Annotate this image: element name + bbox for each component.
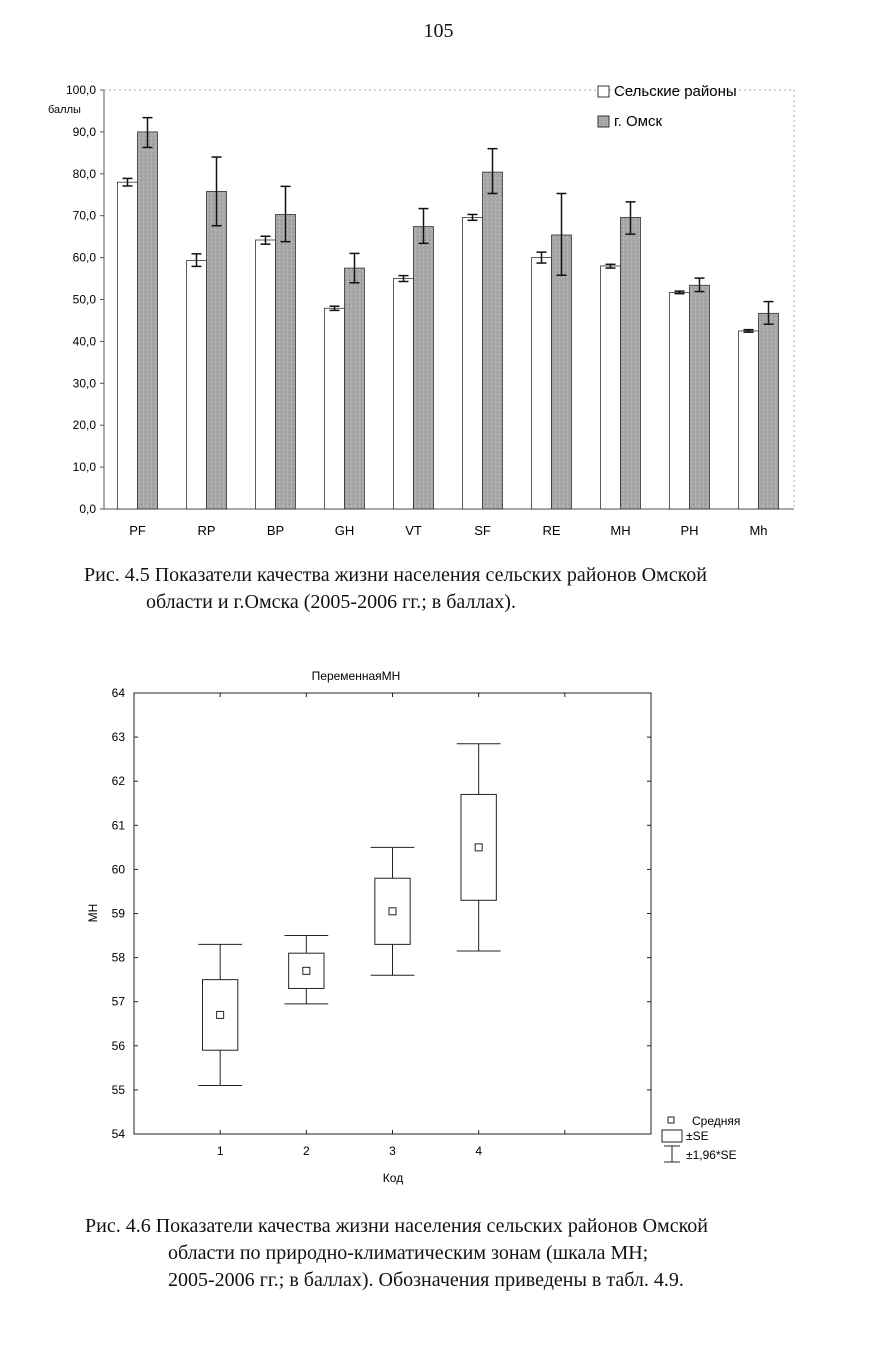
chart2-y-tick-label: 55 (111, 1082, 125, 1097)
figure-4-5-caption-line-1: Рис. 4.5 Показатели качества жизни населения сельских районов Омской (84, 564, 707, 586)
chart2-x-axis-label: Код (382, 1171, 404, 1185)
chart1-x-tick-label: MH (610, 523, 631, 538)
chart1-bar-GH-series1 (325, 308, 345, 509)
chart1-y-tick-label: 40,0 (72, 334, 96, 349)
chart2-x-tick-label: 1 (216, 1144, 224, 1158)
chart1-y-tick-label: 30,0 (72, 376, 96, 391)
chart1-y-tick-label: 60,0 (72, 250, 96, 265)
chart1-y-tick-label: 20,0 (72, 418, 96, 433)
chart1-bar-RP-series2 (207, 191, 227, 509)
figure-4-5-caption (84, 562, 844, 616)
figure-4-6-caption-line-3: 2005-2006 гг.; в баллах). Обозначения приведены в табл. 4.9. (168, 1269, 684, 1291)
chart2-mean-marker-3 (389, 908, 396, 915)
chart1-bar-PF-series1 (118, 182, 138, 509)
chart1-y-tick-label: 70,0 (72, 208, 96, 223)
chart1-bar-SF-series1 (463, 217, 483, 509)
chart2-y-tick-label: 54 (111, 1127, 125, 1141)
chart1-bar-VT-series1 (394, 279, 414, 509)
chart1-x-ticks (129, 523, 767, 538)
chart2-legend-se-label: ±SE (686, 1129, 709, 1143)
chart2-legend-se-symbol (662, 1130, 682, 1142)
chart2-y-tick-label: 61 (111, 818, 125, 833)
chart2-y-tick-label: 56 (111, 1038, 125, 1053)
chart1-bar-BP-series1 (256, 240, 276, 509)
chart2-mean-marker-4 (475, 844, 482, 851)
chart1-bar-Mh-series1 (739, 331, 759, 509)
chart1-x-tick-label: GH (334, 523, 355, 538)
chart2-mean-marker-1 (217, 1011, 224, 1018)
chart2-y-axis-label: МН (86, 903, 100, 923)
chart1-bar-RE-series1 (532, 258, 552, 509)
chart2-y-tick-label: 60 (111, 862, 125, 877)
chart2-y-tick-label: 64 (111, 686, 125, 700)
chart1-x-tick-label: PF (129, 523, 146, 538)
chart1-legend-label: г. Омск (614, 113, 663, 130)
chart1-legend-swatch (598, 116, 609, 127)
chart1-bar-PH-series2 (690, 285, 710, 509)
chart1-legend-label: Сельские районы (614, 83, 737, 100)
chart2-y-tick-label: 62 (111, 774, 125, 789)
figure-4-6-caption (85, 1213, 845, 1294)
chart2-mean-marker-2 (303, 967, 310, 974)
chart1-bar-RP-series1 (187, 261, 207, 509)
chart1-y-ticks (66, 83, 104, 516)
chart1-bar-PF-series2 (138, 132, 158, 509)
chart1-y-tick-label: 100,0 (65, 83, 96, 97)
chart1-x-tick-label: SF (474, 523, 491, 538)
chart1-y-tick-label: 10,0 (72, 460, 96, 475)
chart2-boxes (198, 744, 500, 1086)
chart1-x-tick-label: VT (405, 523, 422, 538)
chart1-y-tick-label: 50,0 (72, 292, 96, 307)
figure-4-6-caption-line-1: Рис. 4.6 Показатели качества жизни населения сельских районов Омской (85, 1215, 708, 1237)
chart2-legend-mean-label: Средняя (692, 1114, 741, 1128)
chart1-x-tick-label: Mh (749, 523, 768, 538)
chart1-bar-RE-series2 (552, 235, 572, 509)
figure-4-5-caption-line-2: области и г.Омска (2005-2006 гг.; в баллах). (146, 591, 516, 613)
chart2-title: ПеременнаяМН (311, 669, 401, 683)
chart1-bar-GH-series2 (345, 268, 365, 509)
chart1-legend (598, 83, 737, 130)
chart1-bars (118, 118, 779, 509)
chart1-bar-PH-series1 (670, 292, 690, 509)
chart2-legend-ci-label: ±1,96*SE (686, 1148, 737, 1162)
chart1-y-axis-label: баллы (48, 104, 81, 116)
chart2-x-tick-label: 2 (302, 1144, 310, 1158)
chart1-bar-SF-series2 (483, 172, 503, 509)
chart1-bar-VT-series2 (414, 227, 434, 509)
chart2-y-tick-label: 58 (111, 950, 125, 965)
chart2-y-tick-label: 57 (111, 994, 125, 1009)
chart1-y-tick-label: 0,0 (79, 502, 96, 516)
chart1-y-tick-label: 80,0 (72, 166, 96, 181)
chart2-legend (662, 1114, 740, 1162)
chart2-legend-mean-symbol (668, 1117, 674, 1123)
chart1-bar-MH-series1 (601, 266, 621, 509)
chart1-bar-Mh-series2 (759, 313, 779, 509)
chart2-y-tick-label: 63 (111, 730, 125, 745)
bar-chart-quality-of-life (0, 75, 877, 555)
chart2-x-tick-label: 3 (389, 1144, 396, 1158)
chart2-y-tick-label: 59 (111, 906, 125, 921)
chart1-legend-swatch (598, 86, 609, 97)
box-chart-mh-by-zone (0, 660, 877, 1195)
chart1-x-tick-label: RP (197, 523, 216, 538)
chart1-bar-MH-series2 (621, 217, 641, 509)
chart1-x-tick-label: PH (680, 523, 699, 538)
figure-4-6-caption-line-2: области по природно-климатическим зонам (шкала МН; (168, 1242, 649, 1264)
chart1-x-tick-label: RE (542, 523, 561, 538)
chart1-x-tick-label: BP (266, 523, 285, 538)
page-number: 105 (423, 20, 454, 42)
chart2-x-tick-label: 4 (475, 1144, 483, 1158)
chart1-y-tick-label: 90,0 (72, 124, 96, 139)
chart1-bar-BP-series2 (276, 214, 296, 509)
